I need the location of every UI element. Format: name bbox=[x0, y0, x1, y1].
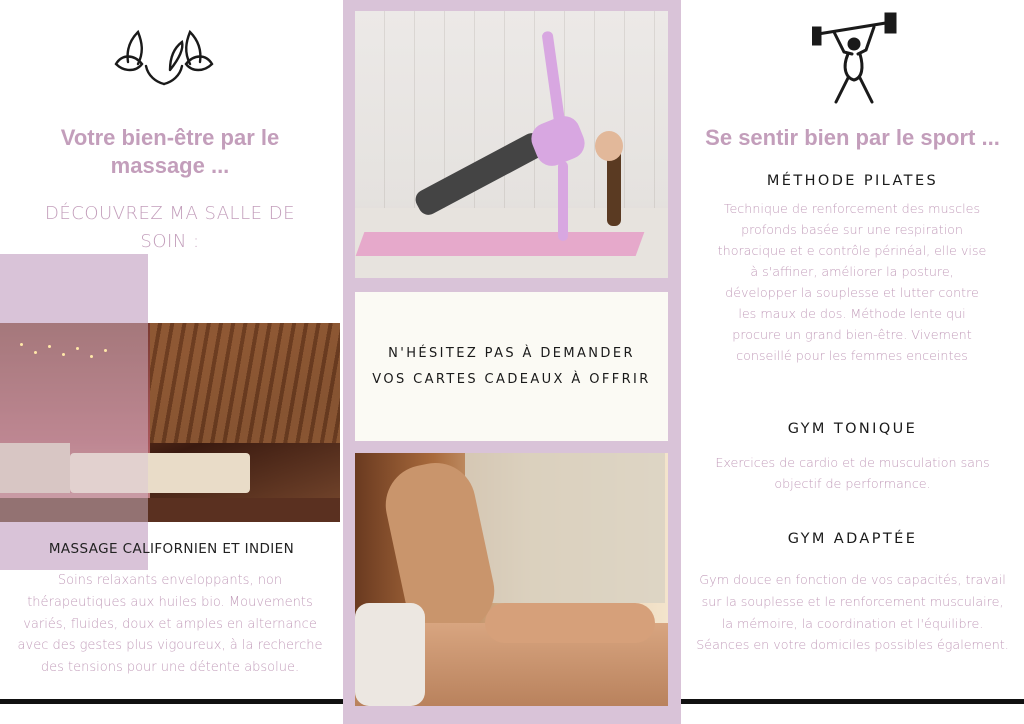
gym-tonique-heading: GYM TONIQUE bbox=[787, 421, 918, 437]
massage-caption: MASSAGE CALIFORNIEN ET INDIEN bbox=[48, 541, 295, 557]
bottom-rule bbox=[0, 699, 343, 704]
middle-panel bbox=[343, 0, 681, 724]
left-panel bbox=[0, 0, 343, 724]
gift-card-text: N'HÉSITEZ PAS À DEMANDER VOS CARTES CADEAUX À OFFRIR bbox=[372, 345, 651, 387]
massage-description: Soins relaxants enveloppants, non thérapeutiques aux huiles bio. Mouvements variés, fluides, doux et amples en alternance avec des gestes plus vigoureux, à la recherche des tensions pour une détente absolue. bbox=[17, 573, 323, 676]
gift-card-box bbox=[355, 292, 668, 441]
bottom-rule bbox=[681, 699, 1024, 704]
gym-adaptee-description: Gym douce en fonction de vos capacités, travail sur la souplesse et le renforcement musculaire, la mémoire, la coordination et l'équilibre. Séances en votre domiciles possibles également. bbox=[696, 572, 1009, 653]
salle-subtitle: DÉCOUVREZ MA SALLE DE SOIN : bbox=[45, 203, 295, 252]
right-panel bbox=[681, 0, 1024, 724]
yoga-photo bbox=[355, 11, 668, 278]
sport-title: Se sentir bien par le sport ... bbox=[705, 125, 1000, 150]
massage-hands-photo bbox=[355, 453, 668, 706]
massage-title: Votre bien-être par le massage ... bbox=[60, 125, 280, 178]
pilates-heading: MÉTHODE PILATES bbox=[766, 173, 939, 189]
massage-room-photo bbox=[0, 323, 340, 522]
pilates-description: Technique de renforcement des muscles profonds basée sur une respiration thoracique et e contrôle périnéal, elle vise à s'affiner, améliorer la posture, développer la souplesse et lutter contre les maux de dos. Méthode lente qui procure un grand bien-être. Vivement conseillé pour les femmes enceintes bbox=[717, 201, 987, 363]
gym-adaptee-heading: GYM ADAPTÉE bbox=[787, 531, 918, 547]
weightlifter-icon bbox=[812, 8, 898, 106]
lotus-icon bbox=[108, 26, 220, 92]
gym-tonique-description: Exercices de cardio et de musculation sans objectif de performance. bbox=[715, 455, 990, 491]
